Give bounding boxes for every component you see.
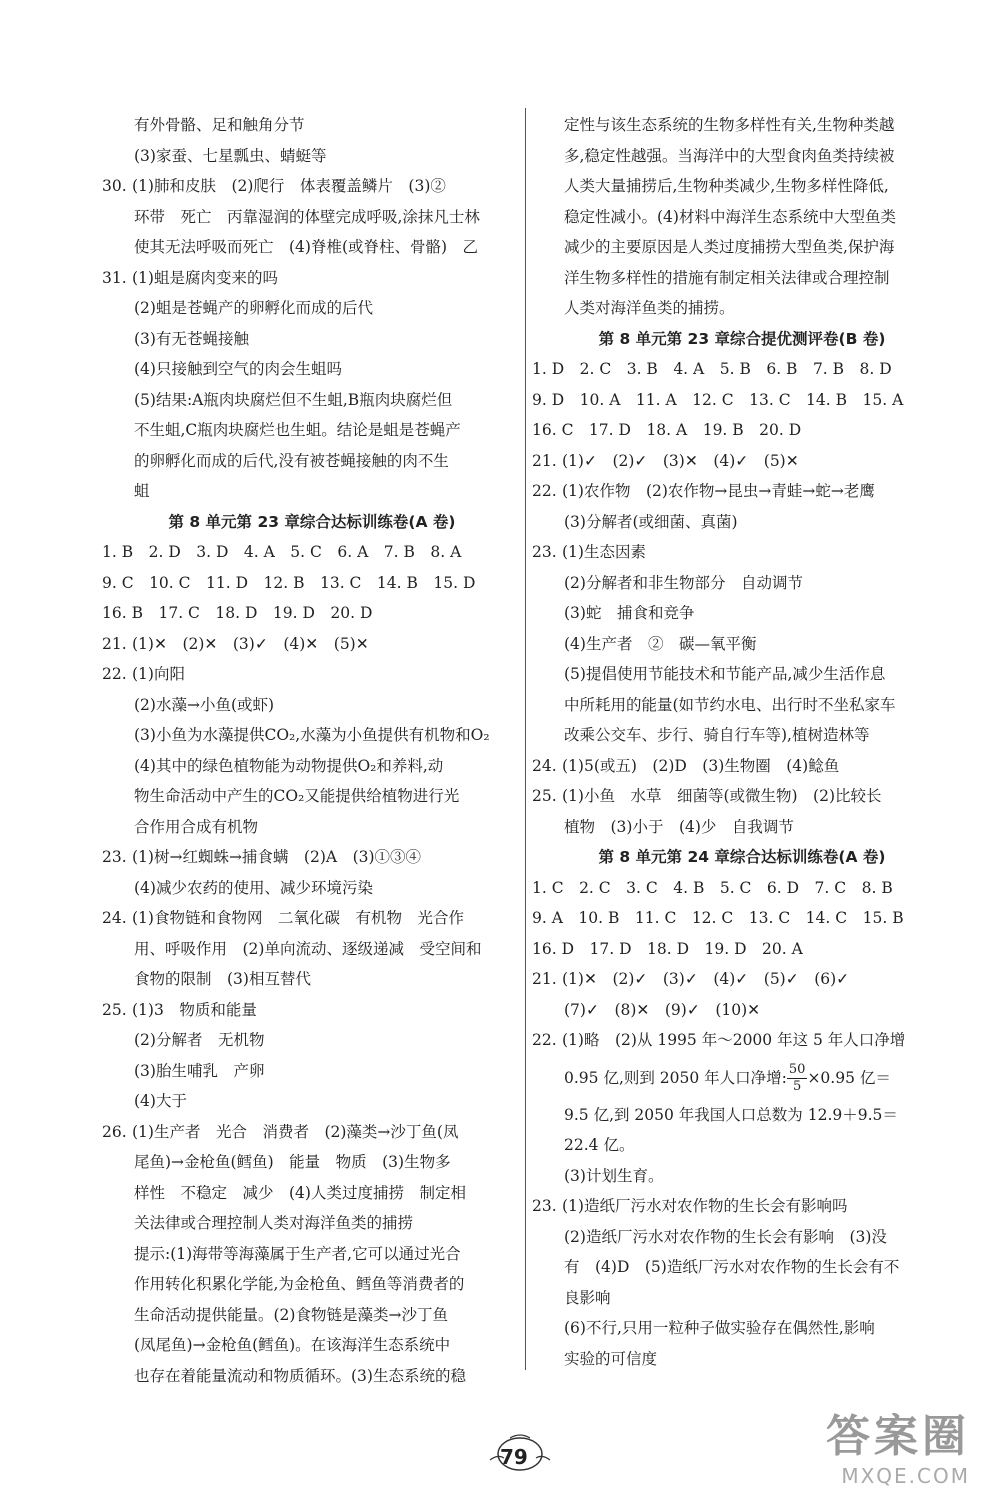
answer-line: 也存在着能量流动和物质循环。(3)生态系统的稳	[134, 1366, 466, 1385]
left-column	[102, 110, 522, 1391]
answer-text: (1)略 (2)从 1995 年～2000 年这 5 年人口净增	[562, 1031, 906, 1049]
question-number: 22.	[532, 482, 557, 500]
answer-line: (3)家蚕、七星瓢虫、蜻蜓等	[134, 146, 327, 165]
answer-key-row: 1. C 2. C 3. C 4. B 5. C 6. D 7. C 8. B	[532, 878, 893, 897]
answer-line: (3)计划生育。	[564, 1166, 664, 1185]
answer-line: 植物 (3)小于 (4)少 自我调节	[564, 817, 794, 836]
fraction	[787, 1062, 808, 1095]
answer-key-row: 1. D 2. C 3. B 4. A 5. B 6. B 7. B 8. D	[532, 360, 892, 378]
answer-line: (4)只接触到空气的肉会生蛆吗	[134, 360, 342, 378]
answer-line: 作用转化积累化学能,为金枪鱼、鳕鱼等消费者的	[134, 1275, 465, 1293]
answer-line	[102, 171, 522, 202]
answer-line: 食物的限制 (3)相互替代	[134, 970, 311, 988]
answer-line-fraction	[532, 1056, 952, 1100]
answer-line: 稳定性减小。(4)材料中海洋生态系统中大型鱼类	[564, 207, 896, 226]
answer-line: (2)造纸厂污水对农作物的生长会有影响 (3)没	[564, 1227, 887, 1246]
answer-line: 人类对海洋鱼类的捕捞。	[564, 299, 735, 317]
question-number: 23.	[532, 543, 557, 561]
answer-line: (7)✓ (8)✕ (9)✓ (10)✕	[564, 1000, 761, 1019]
section-heading: 第 8 单元第 24 章综合达标训练卷(A 卷)	[598, 848, 886, 866]
column-divider	[525, 108, 526, 1370]
watermark-url: MXQE.COM	[841, 1464, 970, 1488]
answer-line: 用、呼吸作用 (2)单向流动、逐级递减 受空间和	[134, 939, 482, 958]
answer-line	[102, 1117, 522, 1148]
answer-line: (3)蛇 捕食和竞争	[564, 604, 695, 622]
answer-text: (1)✕ (2)✕ (3)✓ (4)✕ (5)✕	[132, 634, 369, 653]
answer-line	[532, 476, 952, 507]
answer-line: 中所耗用的能量(如节约水电、出行时不坐私家车	[564, 695, 896, 714]
answer-line: (5)结果:A瓶肉块腐烂但不生蛆,B瓶肉块腐烂但	[134, 390, 453, 409]
answer-line: 物生命活动中产生的CO₂又能提供给植物进行光	[134, 787, 460, 805]
answer-line: 有外骨骼、足和触角分节	[134, 116, 305, 134]
answer-line: (6)不行,只用一粒种子做实验存在偶然性,影响	[564, 1319, 875, 1337]
answer-text: ×0.95 亿＝	[807, 1068, 891, 1087]
answer-key-row: 9. D 10. A 11. A 12. C 13. C 14. B 15. A	[532, 390, 904, 409]
answer-text: (1)✕ (2)✓ (3)✓ (4)✓ (5)✓ (6)✓	[562, 970, 850, 988]
answer-line: 实验的可信度	[564, 1349, 658, 1368]
answer-line: 22.4 亿。	[564, 1136, 635, 1154]
question-number: 23.	[532, 1197, 557, 1215]
answer-text: (1)造纸厂污水对农作物的生长会有影响吗	[562, 1197, 848, 1215]
answer-line	[532, 1191, 952, 1222]
answer-line	[102, 659, 522, 690]
answer-line: 9.5 亿,到 2050 年我国人口总数为 12.9＋9.5＝	[564, 1105, 898, 1124]
question-number: 31.	[102, 268, 127, 287]
answer-line	[102, 903, 522, 934]
question-number: 25.	[532, 787, 557, 805]
answer-line: 减少的主要原因是人类过度捕捞大型鱼类,保护海	[564, 238, 895, 256]
answer-text: (1)农作物 (2)农作物→昆虫→青蛙→蛇→老鹰	[562, 482, 875, 500]
answer-line	[532, 751, 952, 782]
answer-text: (1)树→红蜘蛛→捕食螨 (2)A (3)①③④	[132, 848, 422, 866]
question-number: 24.	[102, 909, 127, 927]
answer-text: (1)小鱼 水草 细菌等(或微生物) (2)比较长	[562, 787, 882, 805]
answer-line: 尾鱼)→金枪鱼(鳕鱼) 能量 物质 (3)生物多	[134, 1153, 451, 1171]
answer-line: (2)水藻→小鱼(或虾)	[134, 695, 275, 714]
answer-key-row: 1. B 2. D 3. D 4. A 5. C 6. A 7. B 8. A	[102, 543, 462, 561]
answer-line: (4)生产者 ② 碳—氧平衡	[564, 634, 757, 653]
fraction-numerator: 50	[788, 1062, 806, 1077]
question-number: 26.	[102, 1122, 127, 1141]
answer-line: (3)有无苍蝇接触	[134, 329, 249, 348]
answer-line: (4)其中的绿色植物能为动物提供O₂和养料,动	[134, 756, 444, 775]
answer-line: 生命活动提供能量。(2)食物链是藻类→沙丁鱼	[134, 1305, 448, 1324]
answer-line	[102, 995, 522, 1026]
answer-text: (1)食物链和食物网 二氧化碳 有机物 光合作	[132, 909, 464, 927]
answer-key-row: 16. B 17. C 18. D 19. D 20. D	[102, 604, 373, 622]
section-heading: 第 8 单元第 23 章综合提优测评卷(B 卷)	[598, 329, 886, 348]
answer-line	[102, 263, 522, 294]
answer-text: (1)5(或五) (2)D (3)生物圈 (4)鲶鱼	[562, 756, 840, 775]
answer-text: (1)向阳	[132, 665, 185, 683]
answer-key-row: 16. C 17. D 18. A 19. B 20. D	[532, 421, 802, 439]
answer-line: 样性 不稳定 减少 (4)人类过度捕捞 制定相	[134, 1183, 466, 1202]
answer-line: 环带 死亡 丙靠湿润的体壁完成呼吸,涂抹凡士林	[134, 207, 480, 226]
answer-line: (4)大于	[134, 1092, 187, 1110]
question-number: 23.	[102, 848, 127, 866]
answer-text: (1)蛆是腐肉变来的吗	[132, 268, 278, 287]
question-number: 25.	[102, 1000, 127, 1019]
answer-line: (4)减少农药的使用、减少环境污染	[134, 878, 373, 897]
question-number: 21.	[532, 970, 557, 988]
answer-line	[102, 629, 522, 660]
answer-line: 不生蛆,C瓶肉块腐烂也生蛆。结论是蛆是苍蝇产	[134, 421, 461, 439]
answer-key-row: 9. A 10. B 11. C 12. C 13. C 14. C 15. B	[532, 909, 904, 927]
answer-text: (1)生产者 光合 消费者 (2)藻类→沙丁鱼(凤	[132, 1122, 459, 1141]
answer-line	[532, 964, 952, 995]
answer-line: (5)提倡使用节能技术和节能产品,减少生活作息	[564, 665, 886, 683]
answer-line: 多,稳定性越强。当海洋中的大型食肉鱼类持续被	[564, 146, 895, 165]
answer-line: 提示:(1)海带等海藻属于生产者,它可以通过光合	[134, 1244, 461, 1263]
question-number: 30.	[102, 177, 127, 195]
page-number: 79	[500, 1445, 528, 1469]
question-number: 21.	[102, 634, 127, 653]
answer-line	[102, 842, 522, 873]
answer-line: (3)小鱼为水藻提供CO₂,水藻为小鱼提供有机物和O₂	[134, 726, 490, 744]
answer-line: (2)分解者 无机物	[134, 1031, 265, 1049]
answer-line: 改乘公交车、步行、骑自行车等),植树造林等	[564, 726, 870, 744]
answer-line: 洋生物多样性的措施有制定相关法律或合理控制	[564, 268, 890, 287]
answer-key-row: 16. D 17. D 18. D 19. D 20. A	[532, 939, 803, 958]
section-heading: 第 8 单元第 23 章综合达标训练卷(A 卷)	[168, 512, 456, 531]
watermark-title: 答案圈	[826, 1411, 970, 1462]
answer-text: 0.95 亿,则到 2050 年人口净增:	[564, 1068, 787, 1087]
answer-line: 使其无法呼吸而死亡 (4)脊椎(或脊柱、骨骼) 乙	[134, 238, 479, 256]
answer-key-row: 9. C 10. C 11. D 12. B 13. C 14. B 15. D	[102, 573, 476, 592]
question-number: 24.	[532, 756, 557, 775]
answer-line: (凤尾鱼)→金枪鱼(鳕鱼)。在该海洋生态系统中	[134, 1336, 451, 1354]
answer-line: 定性与该生态系统的生物多样性有关,生物种类越	[564, 116, 895, 134]
answer-line	[532, 446, 952, 477]
answer-line: 有 (4)D (5)造纸厂污水对农作物的生长会有不	[564, 1258, 900, 1276]
answer-line: (2)蛆是苍蝇产的卵孵化而成的后代	[134, 299, 373, 317]
answer-line: 良影响	[564, 1288, 611, 1307]
answer-line	[532, 537, 952, 568]
question-number: 22.	[532, 1031, 557, 1049]
answer-line	[532, 1025, 952, 1056]
question-number: 21.	[532, 451, 557, 470]
fraction-denominator: 5	[793, 1079, 802, 1094]
right-column	[532, 110, 952, 1374]
answer-line: 关法律或合理控制人类对海洋鱼类的捕捞	[134, 1214, 414, 1232]
answer-line	[532, 781, 952, 812]
answer-line: 人类大量捕捞后,生物种类减少,生物多样性降低,	[564, 177, 889, 195]
answer-line: 蛆	[134, 482, 150, 500]
answer-text: (1)肺和皮肤 (2)爬行 体表覆盖鳞片 (3)②	[132, 177, 446, 195]
answer-text: (1)3 物质和能量	[132, 1000, 257, 1019]
answer-text: (1)生态因素	[562, 543, 646, 561]
watermark-logo	[826, 1400, 970, 1488]
answer-line: 的卵孵化而成的后代,没有被苍蝇接触的肉不生	[134, 451, 449, 470]
question-number: 22.	[102, 665, 127, 683]
answer-line: (2)分解者和非生物部分 自动调节	[564, 573, 803, 592]
answer-line: (3)胎生哺乳 产卵	[134, 1061, 265, 1080]
answer-line: 合作用合成有机物	[134, 817, 259, 836]
answer-line: (3)分解者(或细菌、真菌)	[564, 512, 738, 531]
answer-text: (1)✓ (2)✓ (3)✕ (4)✓ (5)✕	[562, 451, 799, 470]
